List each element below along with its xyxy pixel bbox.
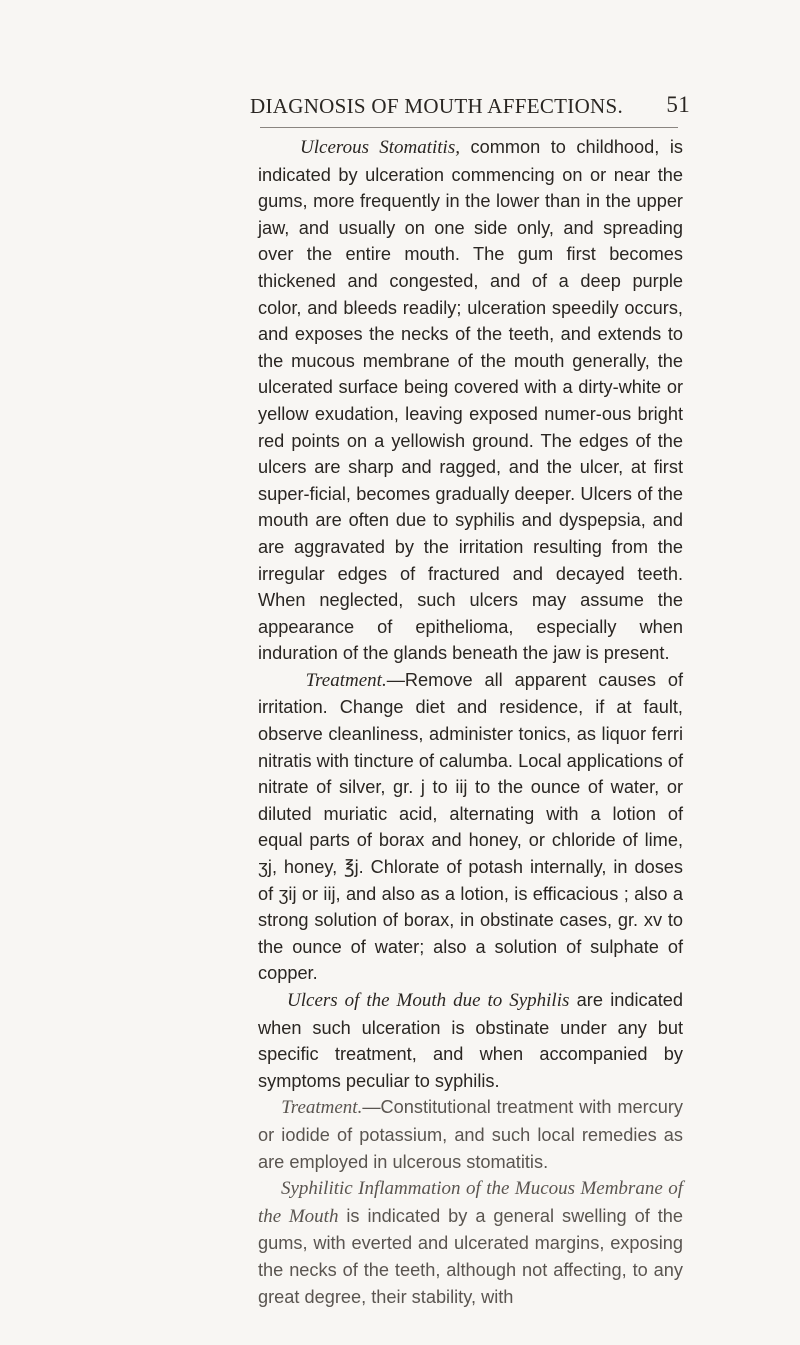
- paragraph-body: —Constitutional treatment with mercury or iodide of potassium, and such local remedies as are employed in ulcerous stomatitis.: [258, 1097, 683, 1172]
- body-text: [258, 134, 683, 1310]
- paragraph-treatment-2: [258, 1094, 683, 1175]
- header-rule: [260, 127, 678, 128]
- paragraph-body: common to childhood, is indicated by ulceration commencing on or near the gums, more frequently in the lower than in the upper jaw, and usually on one side only, and spreading over the entire mouth. The gum first becomes thickened and congested, and of a deep purple color, and bleeds readily; ulceration speedily occurs, and exposes the necks of the teeth, and extends to the mucous membrane of the mouth generally, the ulcerated surface being covered with a dirty-white or yellow exudation, leaving exposed numer-ous bright red points on a yellowish ground. The edges of the ulcers are sharp and ragged, and the ulcer, at first super-ficial, becomes gradually deeper. Ulcers of the mouth are often due to syphilis and dyspepsia, and are aggravated by the irritation resulting from the irregular edges of fractured and decayed teeth. When neglected, such ulcers may assume the appearance of epithelioma, especially when induration of the glands beneath the jaw is present.: [258, 137, 683, 664]
- paragraph-lead: Treatment.: [305, 669, 387, 691]
- paragraph-ulcerous-stomatitis: [258, 134, 683, 667]
- paragraph-body: are indicated when such ulceration is obstinate under any but specific treatment, and when accompanied by symptoms peculiar to syphilis.: [258, 990, 683, 1091]
- paragraph-syphilis-ulcers: [258, 987, 683, 1094]
- paragraph-lead: Treatment.: [281, 1097, 363, 1119]
- running-head: [250, 94, 690, 122]
- paragraph-lead: Ulcerous Stomatitis,: [300, 137, 460, 158]
- paragraph-body: is indicated by a general swelling of the gums, with everted and ulcerated margins, exposing the necks of the teeth, although not affecting, to any great degree, their stability, with: [258, 1205, 683, 1307]
- paragraph-lead: Ulcers of the Mouth due to Syphilis: [287, 990, 570, 1011]
- paragraph-treatment-1: [258, 667, 683, 987]
- running-head-title: DIAGNOSIS OF MOUTH AFFECTIONS.: [250, 94, 624, 118]
- paragraph-body: —Remove all apparent causes of irritation. Change diet and residence, if at fault, observe cleanliness, administer tonics, as liquor ferri nitratis with tincture of calumba. Local applications of nitrate of silver, gr. j to iij to the ounce of water, or diluted muriatic acid, alternating with a lotion of equal parts of borax and honey, or chloride of lime, ʒj, honey, ℥j. Chlorate of potash internally, in doses of ʒij or iij, and also as a lotion, is efficacious ; also a strong solution of borax, in obstinate cases, gr. xv to the ounce of water; also a solution of sulphate of copper.: [258, 669, 683, 984]
- paragraph-syphilitic-inflammation: [258, 1175, 683, 1310]
- page-number: 51: [666, 92, 690, 117]
- paragraph-lead: Syphilitic Inflammation of the Mucous Membrane of the Mouth: [258, 1178, 683, 1227]
